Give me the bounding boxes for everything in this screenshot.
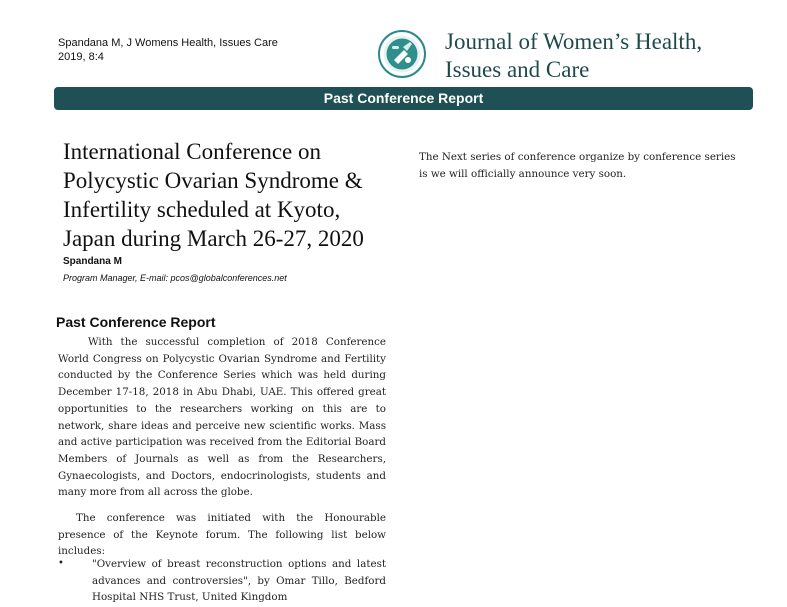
section-heading: Past Conference Report [56,314,216,330]
paragraph-intro: With the successful completion of 2018 Conference World Congress on Polycystic Ovarian Syndrome and Fertility conducted by the Conference Series which was held during December 17-18, 2018 in Abu Dhabi, UAE. This offered great opportunities to the researchers working on this are to network, share ideas and perceive new scientific works. Mass and active participation was received from the Editorial Board Members of Journals as well as from the Researchers, Gynaecologists, and Doctors, endocrinologists, students and many more from all across the globe. [58,336,386,499]
section-banner: Past Conference Report [54,87,753,110]
author-name: Spandana M [63,256,122,267]
list-item [58,556,386,606]
article-title: International Conference on Polycystic Ovarian Syndrome & Infertility scheduled at Kyoto, Japan during March 26-27, 2020 [63,139,364,251]
citation [58,36,278,64]
author-affiliation: Program Manager, E-mail: pcos@globalconferences.net [63,273,287,283]
journal-logo-icon [377,29,427,79]
bullet-icon: • [58,558,64,569]
paragraph-keynote: The conference was initiated with the Honourable presence of the Keynote forum. The following list below includes: [58,512,386,558]
right-column-text: The Next series of conference organize by conference series is we will officially announce very soon. [419,151,736,180]
journal-title-line-1: Journal of Women’s Health, [445,29,703,54]
journal-title [445,28,702,84]
list-item-text: "Overview of breast reconstruction options and latest advances and controversies", by Omar Tillo, Bedford Hospital NHS Trust, United Kingdom [92,558,386,604]
citation-line-2: 2019, 8:4 [58,51,104,63]
citation-line-1: Spandana M, J Womens Health, Issues Care [58,37,278,49]
journal-title-line-2: Issues and Care [445,57,590,82]
